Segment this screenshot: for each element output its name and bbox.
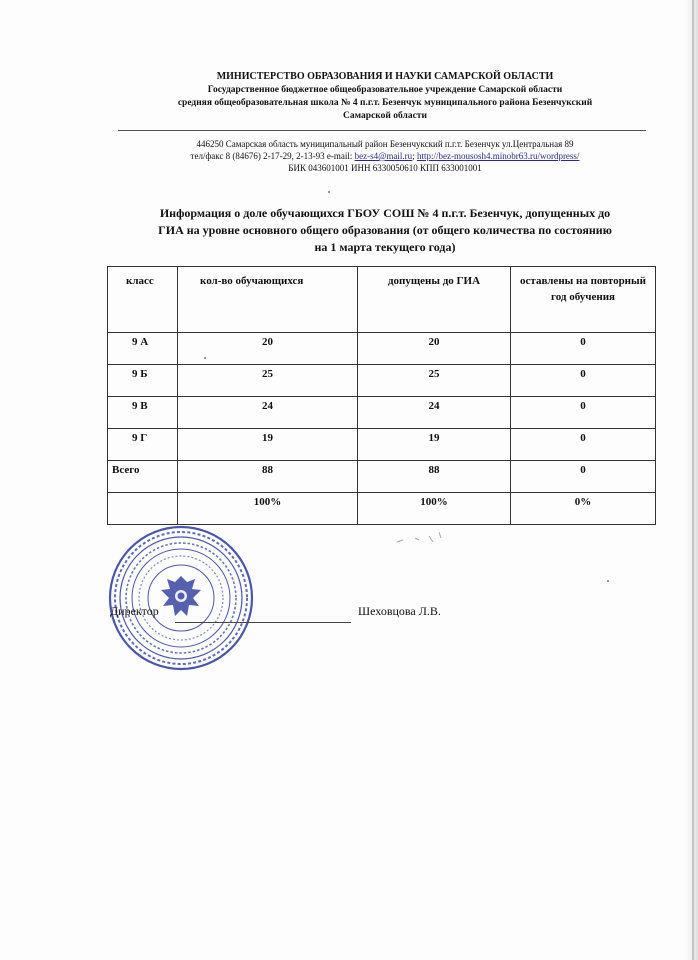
table-row bbox=[108, 429, 656, 461]
cell-repeated: 0% bbox=[511, 493, 656, 525]
cell-admitted: 19 bbox=[358, 429, 511, 461]
org-name-line-2: средняя общеобразовательная школа № 4 п.г.т. Безенчук муниципального района Безенчукский bbox=[177, 98, 593, 108]
cell-count: 88 bbox=[178, 461, 358, 493]
ministry-heading: МИНИСТЕРСТВО ОБРАЗОВАНИЯ И НАУКИ САМАРСКОЙ ОБЛАСТИ bbox=[216, 71, 554, 82]
cell-repeated: 0 bbox=[511, 397, 656, 429]
cell-count: 19 bbox=[178, 429, 358, 461]
cell-repeated: 0 bbox=[511, 333, 656, 365]
cell-class: 9 Б bbox=[108, 365, 178, 397]
signatory-name: Шеховцова Л.В. bbox=[358, 604, 441, 618]
table-row bbox=[108, 333, 656, 365]
cell-class: 9 А bbox=[108, 333, 178, 365]
scan-speck bbox=[204, 357, 206, 359]
header-repeated: оставлены на повторный год обучения bbox=[511, 267, 656, 333]
cell-count: 25 bbox=[178, 365, 358, 397]
scan-speck bbox=[328, 191, 330, 193]
cell-class bbox=[108, 493, 178, 525]
cell-count: 24 bbox=[178, 397, 358, 429]
scan-speck bbox=[607, 580, 609, 582]
cell-repeated: 0 bbox=[511, 429, 656, 461]
contacts-prefix: тел/факс 8 (84676) 2-17-29, 2-13-93 e-mail: bbox=[190, 151, 355, 161]
table-row bbox=[108, 397, 656, 429]
address-line: 446250 Самарская область муниципальный район Безенчукский п.г.т. Безенчук ул.Центральная 89 bbox=[196, 139, 574, 149]
document-title-line-1: Информация о доле обучающихся ГБОУ СОШ № 4 п.г.т. Безенчук, допущенных до bbox=[159, 206, 611, 220]
scan-edge-shadow bbox=[684, 0, 698, 960]
scan-edge-line bbox=[692, 0, 694, 960]
signature-line bbox=[175, 622, 351, 623]
cell-count: 20 bbox=[178, 333, 358, 365]
header-student-count: кол-во обучающихся bbox=[178, 267, 358, 333]
cell-class: Всего bbox=[108, 461, 178, 493]
header-class: класс bbox=[108, 267, 178, 333]
table-row-total bbox=[108, 461, 656, 493]
header-admitted: допущены до ГИА bbox=[358, 267, 511, 333]
org-name-line-3: Самарской области bbox=[343, 111, 427, 121]
students-table bbox=[107, 266, 656, 525]
bank-details-line: БИК 043601001 ИНН 6330050610 КПП 633001001 bbox=[288, 163, 482, 173]
cell-admitted: 100% bbox=[358, 493, 511, 525]
contacts-separator: ; bbox=[412, 151, 417, 161]
signatory-role: Директор bbox=[110, 604, 159, 618]
cell-class: 9 В bbox=[108, 397, 178, 429]
table-row bbox=[108, 365, 656, 397]
cell-admitted: 24 bbox=[358, 397, 511, 429]
table-header-row bbox=[108, 267, 656, 333]
cell-repeated: 0 bbox=[511, 461, 656, 493]
cell-admitted: 20 bbox=[358, 333, 511, 365]
document-title-line-2: ГИА на уровне основного общего образования (от общего количества по состоянию bbox=[158, 223, 612, 237]
cell-admitted: 25 bbox=[358, 365, 511, 397]
cell-count: 100% bbox=[178, 493, 358, 525]
document-title-line-3: на 1 марта текущего года) bbox=[314, 240, 456, 254]
contacts-line bbox=[110, 151, 660, 163]
faint-mark bbox=[395, 528, 455, 548]
cell-repeated: 0 bbox=[511, 365, 656, 397]
cell-admitted: 88 bbox=[358, 461, 511, 493]
email-link[interactable]: bez-s4@mail.ru bbox=[354, 151, 413, 161]
table-row-percent bbox=[108, 493, 656, 525]
website-link[interactable]: http://bez-mousosh4.minobr63.ru/wordpress/ bbox=[416, 151, 580, 161]
cell-class: 9 Г bbox=[108, 429, 178, 461]
org-name-line-1: Государственное бюджетное общеобразовательное учреждение Самарской области bbox=[207, 85, 563, 95]
header-divider bbox=[118, 130, 646, 131]
official-seal-stamp bbox=[107, 524, 255, 672]
